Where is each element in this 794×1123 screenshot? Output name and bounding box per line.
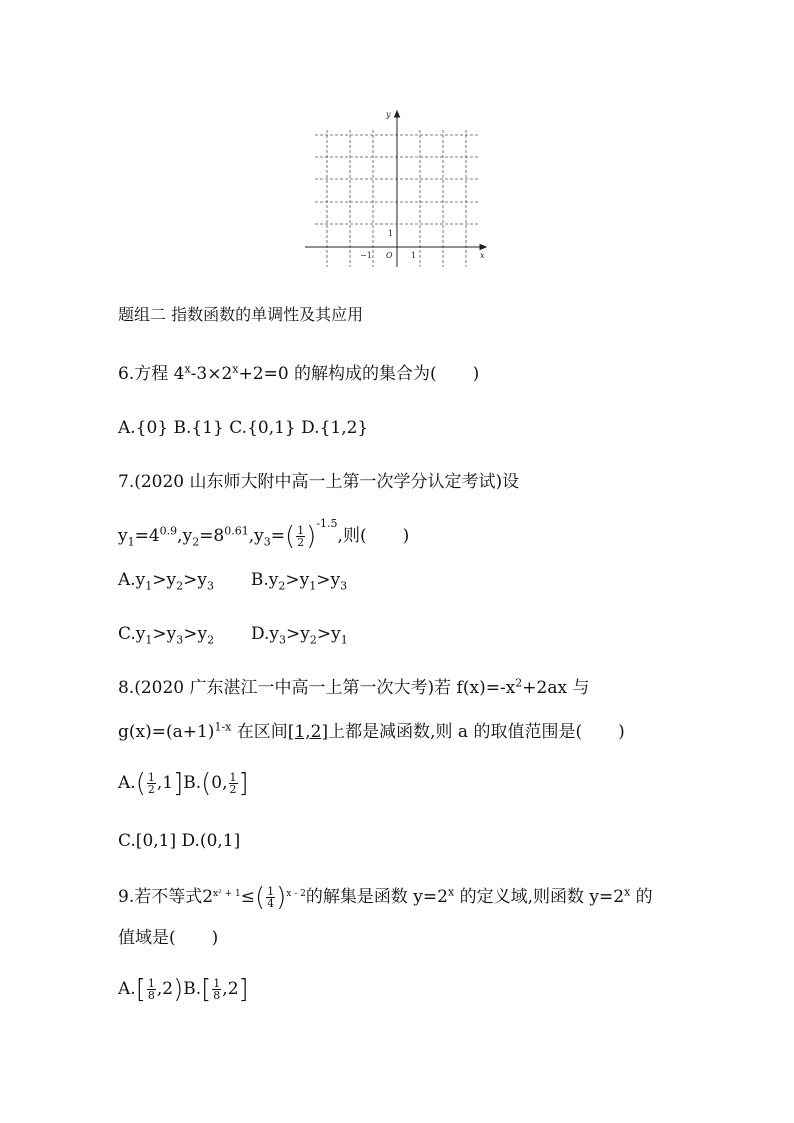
x-axis-label: x <box>480 251 485 260</box>
q6-text-3: +2=0 的解构成的集合为( <box>238 364 437 384</box>
question-9-stem-line2 <box>118 926 218 950</box>
left-paren: ( <box>285 521 296 552</box>
q7-sub-1: 1 <box>127 535 135 549</box>
q6-sup-1: x <box>184 362 191 376</box>
q9-close: ) <box>211 928 219 948</box>
q8-text-3: g(x)=(a+1) <box>118 722 215 742</box>
q6-text-1: 6.方程 4 <box>118 364 185 384</box>
q7-y2: ,y <box>177 526 193 546</box>
coordinate-grid-figure <box>300 105 490 270</box>
q8-option-a: A.( $\frac{1}{2}$ ,1] <box>118 768 184 799</box>
axes <box>305 111 486 267</box>
q7-sub-3: 3 <box>263 535 271 549</box>
q8-option-b: B.(0, $\frac{1}{2}$ ] <box>183 768 249 799</box>
q7-option-c: $C.y_1>y_3>y_2$ <box>118 624 215 647</box>
question-8-options-ab <box>118 768 249 799</box>
q8-close: ) <box>618 722 625 742</box>
q9-exp-2: x - 2 <box>286 889 306 899</box>
section-title: 题组二 指数函数的单调性及其应用 <box>118 305 364 324</box>
q7-eq1: =4 <box>134 526 160 546</box>
q7-tail: ,则( <box>337 526 367 546</box>
tick-label-y1: 1 <box>388 229 394 238</box>
question-7-expression <box>118 512 410 552</box>
origin-label: O <box>386 251 393 260</box>
q7-eq3: = <box>270 526 286 546</box>
question-8-stem <box>118 676 589 700</box>
q9-text-4: 的 <box>630 887 653 907</box>
q7-frac-den: 2 <box>297 536 305 549</box>
q6-sup-2: x <box>232 362 239 376</box>
right-paren: ) <box>306 521 317 552</box>
q8-sup-1: 2 <box>515 676 523 690</box>
q7-pow-1: 0.9 <box>159 524 178 538</box>
q7-option-a: $A.y_1>y_2>y_3$ <box>118 570 215 593</box>
q7-option-b: $B.y_2>y_1>y_3$ <box>250 570 348 593</box>
question-7-stem: 7.(2020 山东师大附中高一上第一次学分认定考试)设 <box>118 472 520 492</box>
q8-text-1: 8.(2020 广东湛江一中高一上第一次大考)若 f(x)=-x <box>118 678 516 698</box>
q9-sup-1: x <box>447 885 455 899</box>
q9-option-b: B.[ $\frac{1}{8}$ ,2] <box>183 974 249 1005</box>
y-axis-label: y <box>386 110 391 119</box>
q9-le: ≤ <box>240 887 255 907</box>
q6-text-2: -3×2 <box>190 364 233 384</box>
q7-close: ) <box>402 526 410 546</box>
q8-sup-2: 1-x <box>214 720 232 734</box>
q7-option-d: $D.y_3>y_2>y_1$ <box>250 624 348 647</box>
question-7-options-ab <box>118 568 347 592</box>
q9-text-3: 的定义域,则函数 y=2 <box>454 887 625 907</box>
q9-text-1: 9.若不等式2 <box>118 887 214 907</box>
q7-eq2: =8 <box>199 526 225 546</box>
tick-label-pos1: 1 <box>411 251 417 260</box>
x-axis-arrow-icon <box>480 245 486 250</box>
q7-pow-2: 0.61 <box>224 524 249 538</box>
question-8-stem-line2 <box>118 720 625 744</box>
y-axis-arrow-icon <box>395 111 400 117</box>
q9-fraction: $\frac{1}{4}$ <box>267 885 275 910</box>
q8-text-4: 在区间 <box>231 722 288 742</box>
tick-label-neg1: −1 <box>360 251 372 260</box>
q9-exp-1: x² + 1 <box>213 889 241 899</box>
q7-y1: y <box>118 526 128 546</box>
q8-interval: [1,2] <box>287 722 329 742</box>
q8-text-2: +2ax 与 <box>522 678 590 698</box>
question-8-options-cd: C.[0,1] D.(0,1] <box>118 831 241 851</box>
question-7-options-cd <box>118 622 348 646</box>
q9-option-a: A.[ $\frac{1}{8}$ ,2) <box>118 974 184 1005</box>
q8-text-5: 上都是减函数,则 a 的取值范围是( <box>328 722 583 742</box>
q7-sub-2: 2 <box>192 535 200 549</box>
question-9-options-ab <box>118 974 249 1005</box>
q9-sup-2: x <box>624 885 631 899</box>
question-9-stem: 9.若不等式$2^{x^2 + 1}\le$( $\frac{1}{4}$ )$^{x - 2}$的解集是函数 $y=2^x$ 的定义域,则函数 $y=2^x$ 的 <box>118 882 653 913</box>
q6-close: ) <box>472 364 480 384</box>
question-6-options: A.{0} B.{1} C.{0,1} D.{1,2} <box>118 418 369 438</box>
q7-frac-num: 1 <box>297 524 305 537</box>
q7-pow-3: -1.5 <box>316 517 338 530</box>
q7-fraction <box>296 525 305 548</box>
q7-y3: ,y <box>248 526 264 546</box>
q9-text-5: 值域是( <box>118 928 176 948</box>
q9-text-2: 的解集是函数 y=2 <box>305 887 448 907</box>
question-6-stem <box>118 362 479 386</box>
